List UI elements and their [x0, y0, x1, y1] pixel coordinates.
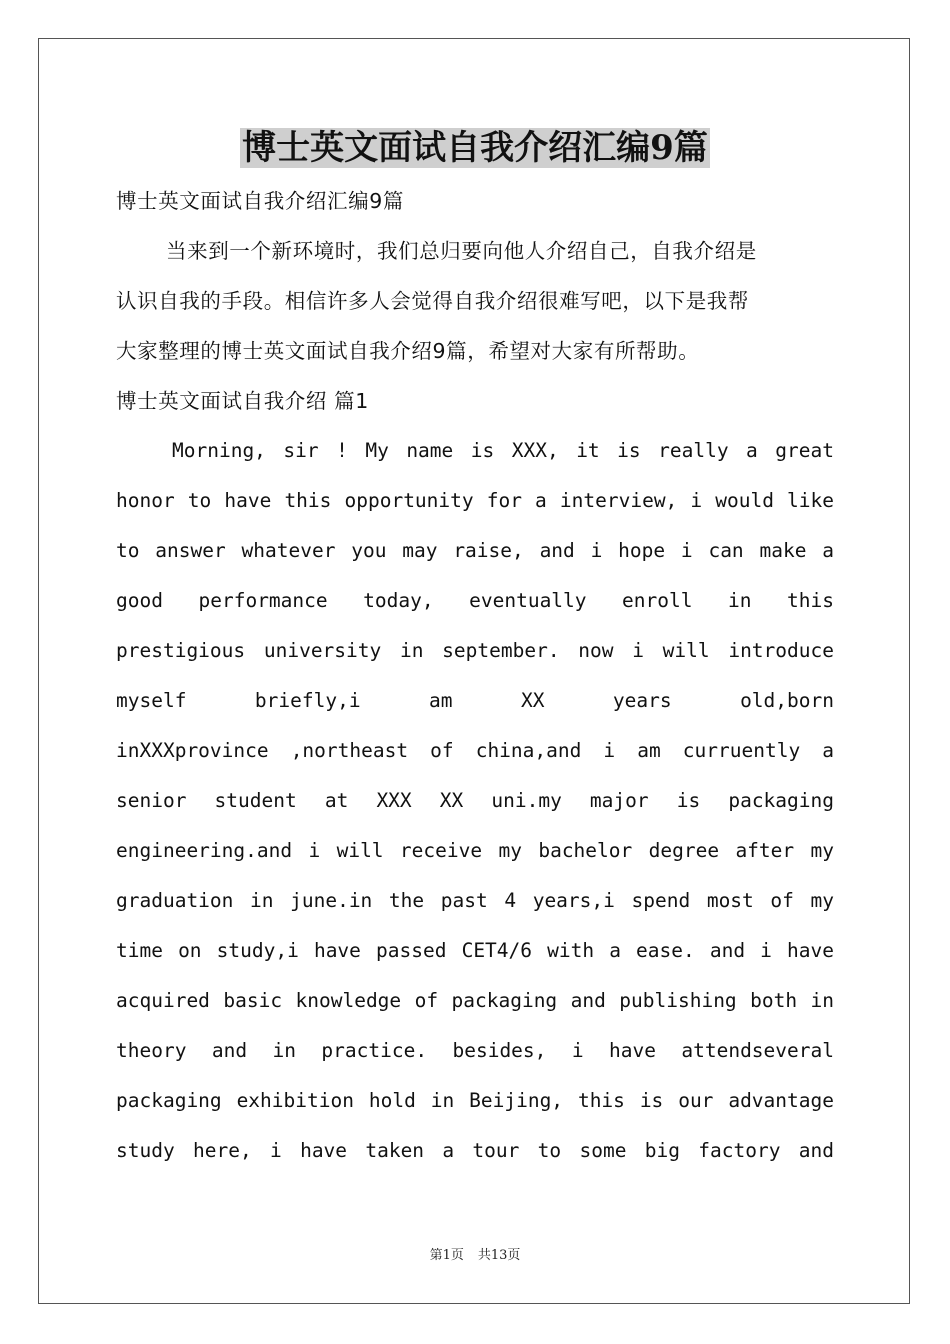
body-line: acquired basic knowledge of packaging and publishing both in [116, 989, 834, 1012]
body-line: honor to have this opportunity for a interview, i would like [116, 489, 834, 512]
page-footer [0, 1246, 950, 1266]
document-body [116, 176, 834, 1176]
body-line: theory and in practice. besides, i have attendseveral [116, 1039, 834, 1062]
body-line: prestigious university in september. now i will introduce [116, 639, 834, 662]
intro-line: 当来到一个新环境时，我们总归要向他人介绍自己，自我介绍是 [166, 239, 757, 263]
body-line: engineering.and i will receive my bachelor degree after my [116, 839, 834, 862]
body-line: good performance today, eventually enroll in this [116, 589, 834, 612]
body-line: myself briefly,i am XX years old,born [116, 689, 834, 712]
body-line: study here, i have taken a tour to some big factory and [116, 1139, 834, 1162]
body-line: to answer whatever you may raise, and i hope i can make a [116, 539, 834, 562]
intro-line: 认识自我的手段。相信许多人会觉得自我介绍很难写吧，以下是我帮 [116, 289, 749, 313]
page-number: 第1页 [429, 1248, 464, 1263]
body-line: Morning, sir ! My name is XXX, it is really a great [172, 439, 834, 462]
body-line: senior student at XXX XX uni.my major is packaging [116, 789, 834, 812]
body-line: time on study,i have passed CET4/6 with a ease. and i have [116, 939, 834, 962]
document-title [0, 124, 950, 172]
page-total: 共13页 [477, 1248, 521, 1263]
intro-line: 大家整理的博士英文面试自我介绍9篇，希望对大家有所帮助。 [116, 339, 700, 363]
document-title-text: 博士英文面试自我介绍汇编9篇 [242, 128, 708, 168]
document-subtitle: 博士英文面试自我介绍汇编9篇 [116, 189, 404, 213]
body-line: graduation in june.in the past 4 years,i spend most of my [116, 889, 834, 912]
section-heading: 博士英文面试自我介绍 篇1 [116, 389, 369, 413]
body-line: packaging exhibition hold in Beijing, this is our advantage [116, 1089, 834, 1112]
body-line: inXXXprovince ,northeast of china,and i am curruently a [116, 739, 834, 762]
